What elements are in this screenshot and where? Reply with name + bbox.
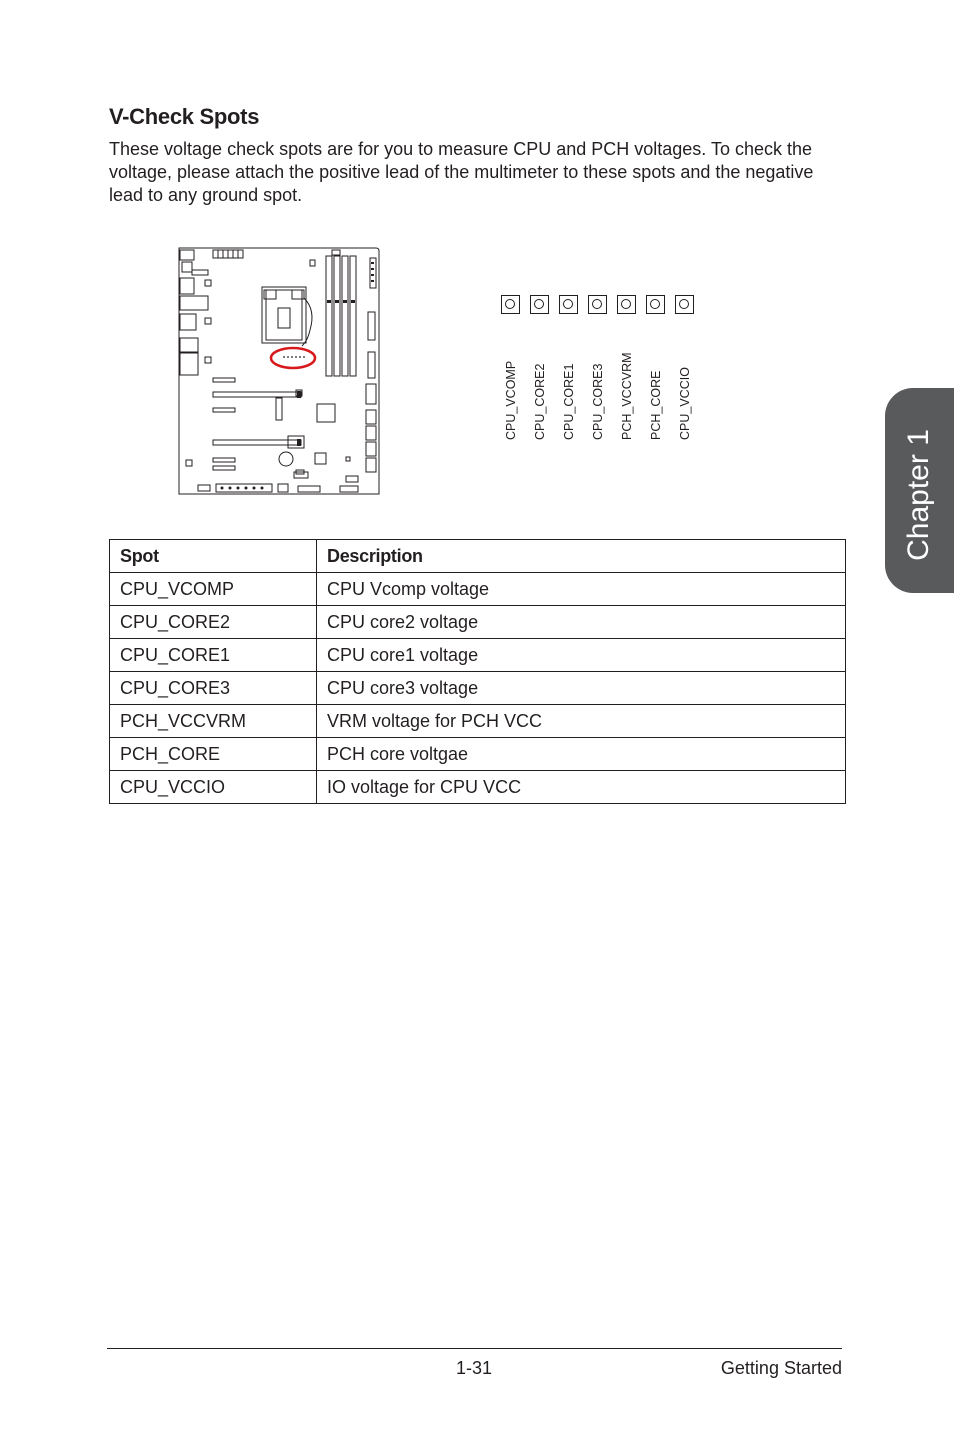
pcie-slot: [213, 466, 235, 470]
spot-cell: PCH_CORE: [110, 738, 317, 771]
spot-cell: CPU_VCCIO: [110, 771, 317, 804]
dimm-slot: [334, 256, 340, 376]
spot-cell: CPU_CORE1: [110, 639, 317, 672]
intro-paragraph: These voltage check spots are for you to measure CPU and PCH voltages. To check the voltage, please attach the positive lead of the multimeter to these spots and the negative lead to any ground spot.: [109, 139, 814, 205]
io-port: [180, 296, 208, 310]
vcheck-spot-icon: [617, 295, 636, 314]
spot-label: CPU_CORE1: [562, 363, 576, 440]
bottom-header: [340, 486, 358, 492]
table-row: [110, 672, 846, 705]
small-component: [186, 460, 192, 466]
cpu-socket: [266, 290, 302, 340]
spot-cell: CPU_CORE2: [110, 606, 317, 639]
dimm-slot: [326, 256, 332, 376]
sata-port: [366, 458, 376, 472]
sata-port: [366, 426, 376, 440]
cmos-battery: [279, 452, 293, 466]
description-cell: IO voltage for CPU VCC: [317, 771, 846, 804]
cpu-socket-frame: [262, 287, 306, 343]
description-cell: CPU core2 voltage: [317, 606, 846, 639]
description-cell: CPU core3 voltage: [317, 672, 846, 705]
vcheck-spot-row: [495, 290, 715, 450]
io-port: [180, 314, 196, 330]
bottom-header: [278, 484, 288, 492]
description-cell: CPU core1 voltage: [317, 639, 846, 672]
io-port: [180, 250, 194, 260]
spot-description-table: [109, 539, 846, 804]
small-component: [205, 318, 211, 324]
spot-label: CPU_VCCIO: [678, 367, 692, 440]
footer-divider: [107, 1348, 842, 1349]
m2-slot: [276, 398, 282, 420]
small-component: [205, 357, 211, 363]
spot-label: CPU_CORE2: [533, 363, 547, 440]
small-component: [310, 260, 315, 266]
dimm-slot: [350, 256, 356, 376]
bottom-header: [346, 476, 358, 482]
small-component: [288, 436, 304, 448]
dimm-slot: [342, 256, 348, 376]
table-row: [110, 771, 846, 804]
page-number: 1-31: [456, 1358, 493, 1378]
bottom-header: [198, 485, 210, 491]
spot-label: PCH_CORE: [649, 370, 663, 440]
vcheck-spot-icon: [675, 295, 694, 314]
spot-label: CPU_VCOMP: [504, 360, 518, 440]
small-component: [315, 453, 326, 464]
section-title: V-Check Spots: [109, 104, 260, 129]
io-port: [182, 262, 192, 272]
vcheck-spot-icon: [559, 295, 578, 314]
io-port: [192, 270, 208, 275]
spot-label: CPU_CORE3: [591, 363, 605, 440]
description-cell: VRM voltage for PCH VCC: [317, 705, 846, 738]
table-row: [110, 606, 846, 639]
small-component: [346, 457, 350, 461]
vcheck-spot-icon: [501, 295, 520, 314]
pcie-slot: [213, 392, 301, 397]
chipset: [317, 404, 335, 422]
vcheck-highlight: [271, 348, 315, 368]
spot-cell: CPU_VCOMP: [110, 573, 317, 606]
io-port: [180, 278, 194, 294]
column-header-spot: Spot: [110, 540, 317, 573]
table-header-row: [110, 540, 846, 573]
spot-cell: PCH_VCCVRM: [110, 705, 317, 738]
atx-header: [368, 352, 375, 378]
spot-label: PCH_VCCVRM: [620, 352, 634, 440]
motherboard-diagram: [170, 240, 385, 500]
bottom-header: [216, 484, 272, 492]
vcheck-spot-icon: [588, 295, 607, 314]
footer-section-name: Getting Started: [720, 1358, 842, 1378]
table-row: [110, 738, 846, 771]
io-port: [180, 338, 198, 352]
sata-port: [366, 442, 376, 456]
cpu-die: [278, 308, 290, 328]
table-row: [110, 705, 846, 738]
chapter-tab-label: Chapter 1: [902, 429, 935, 561]
column-header-description: Description: [317, 540, 846, 573]
sata-port: [366, 410, 376, 424]
small-component: [332, 250, 340, 255]
vcheck-spot-icon: [646, 295, 665, 314]
vcheck-spot-icon: [530, 295, 549, 314]
pcie-slot: [213, 408, 235, 412]
pcie-slot: [213, 458, 235, 462]
small-component: [205, 280, 211, 286]
description-cell: CPU Vcomp voltage: [317, 573, 846, 606]
atx-header: [368, 312, 375, 340]
bottom-header: [298, 486, 320, 492]
sata-port: [366, 384, 376, 404]
spot-cell: CPU_CORE3: [110, 672, 317, 705]
table-row: [110, 573, 846, 606]
table-row: [110, 639, 846, 672]
io-port: [180, 353, 198, 375]
socket-lever: [302, 298, 312, 346]
pcie-slot: [213, 378, 235, 382]
description-cell: PCH core voltgae: [317, 738, 846, 771]
